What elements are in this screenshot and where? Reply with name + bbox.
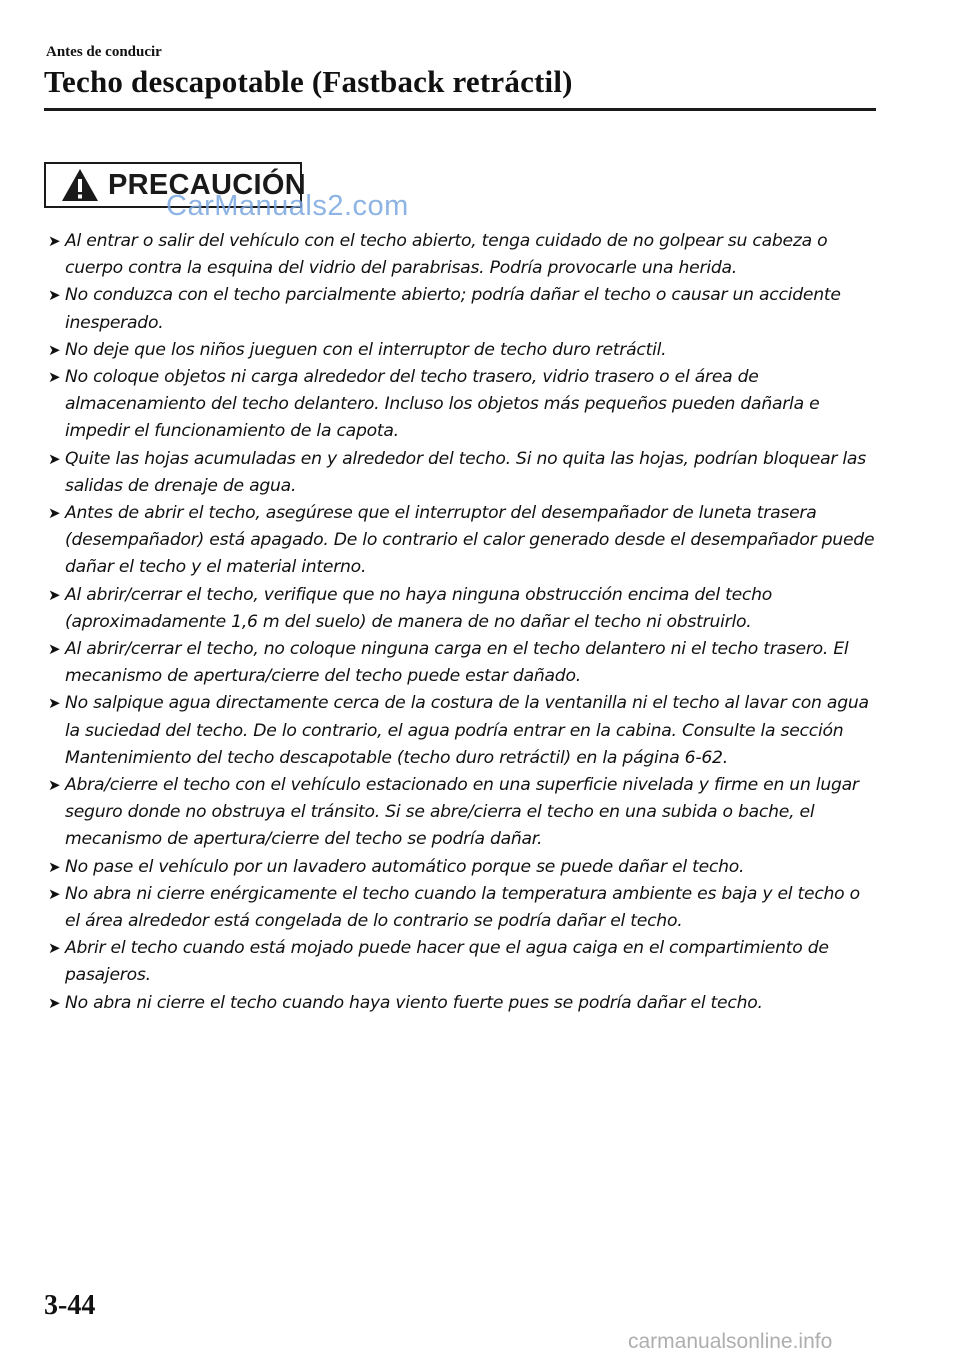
list-item [48,337,878,364]
page-number: 3-44 [44,1290,96,1321]
list-item [48,772,878,854]
list-item [48,582,878,636]
arrow-bullet-icon: ➤ [48,857,61,876]
list-item-text: No salpique agua directamente cerca de la costura de la ventanilla ni el techo al lavar con agua la suciedad del techo. De lo contrario, el agua podría entrar en la cabina. Consulte la sección Mantenimiento del techo descapotable (techo duro retráctil) en la página 6-62. [65,693,869,768]
list-item-text: Al abrir/cerrar el techo, no coloque ninguna carga en el techo delantero ni el techo trasero. El mecanismo de apertura/cierre del techo puede estar dañado. [65,639,849,687]
list-item-text: Abrir el techo cuando está mojado puede hacer que el agua caiga en el compartimiento de pasajeros. [65,938,829,986]
list-item [48,881,878,935]
warning-triangle-icon [60,167,100,203]
arrow-bullet-icon: ➤ [48,585,61,604]
list-item-text: No deje que los niños jueguen con el interruptor de techo duro retráctil. [65,339,667,360]
list-item [48,228,878,282]
arrow-bullet-icon: ➤ [48,939,61,958]
arrow-bullet-icon: ➤ [48,776,61,795]
list-item-text: No abra ni cierre enérgicamente el techo cuando la temperatura ambiente es baja y el techo o el área alrededor está congelada de lo contrario se podría dañar el techo. [65,883,860,932]
list-item [48,690,878,772]
page-title: Techo descapotable (Fastback retráctil) [44,64,573,99]
list-item [48,636,878,690]
list-item-text: No abra ni cierre el techo cuando haya viento fuerte pues se podría dañar el techo. [65,992,763,1013]
list-item-text: No conduzca con el techo parcialmente abierto; podría dañar el techo o causar un accidente inesperado. [65,285,841,333]
list-item-text: Antes de abrir el techo, asegúrese que el interruptor del desempañador de luneta trasera (desempañador) está apagado. De lo contrario el calor generado desde el desempañador puede dañar el techo y el material interno. [65,503,875,578]
list-item [48,282,878,336]
list-item [48,446,878,500]
list-item [48,364,878,446]
watermark-top: CarManuals2.com [166,190,409,222]
list-item-text: Al abrir/cerrar el techo, verifique que no haya ninguna obstrucción encima del techo (aproximadamente 1,6 m del suelo) de manera de no dañar el techo ni obstruirlo. [65,584,773,632]
arrow-bullet-icon: ➤ [48,232,61,250]
arrow-bullet-icon: ➤ [48,449,61,468]
arrow-bullet-icon: ➤ [48,884,61,903]
arrow-bullet-icon: ➤ [48,340,61,359]
arrow-bullet-icon: ➤ [48,504,61,523]
list-item [48,854,878,881]
list-item-text: Quite las hojas acumuladas en y alrededor del techo. Si no quita las hojas, podrían bloquear las salidas de drenaje de agua. [65,448,866,496]
list-item-text: Abra/cierre el techo con el vehículo estacionado en una superficie nivelada y firme en un lugar seguro donde no obstruya el tránsito. Si se abre/cierra el techo en una subida o bache, el mecanismo de apertura/cierre del techo se podría dañar. [65,775,859,850]
list-item [48,500,878,582]
watermark-bottom: carmanualsonline.info [628,1330,833,1353]
section-label: Antes de conducir [46,44,162,60]
list-item-text: No coloque objetos ni carga alrededor del techo trasero, vidrio trasero o el área de almacenamiento del techo delantero. Incluso los objetos más pequeños pueden dañarla e impedir el funcionamiento de la capota. [65,367,820,442]
arrow-bullet-icon: ➤ [48,694,61,713]
title-rule [44,108,876,111]
caution-list [48,228,878,1017]
arrow-bullet-icon: ➤ [48,368,61,387]
list-item-text: Al entrar o salir del vehículo con el techo abierto, tenga cuidado de no golpear su cabeza o cuerpo contra la esquina del vidrio del parabrisas. Podría provocarle una herida. [65,231,828,279]
arrow-bullet-icon: ➤ [48,640,61,659]
arrow-bullet-icon: ➤ [48,993,61,1012]
arrow-bullet-icon: ➤ [48,286,61,305]
caution-label: PRECAUCIÓN [108,168,306,201]
list-item [48,935,878,989]
list-item-text: No pase el vehículo por un lavadero automático porque se puede dañar el techo. [65,856,745,877]
list-item [48,990,878,1017]
